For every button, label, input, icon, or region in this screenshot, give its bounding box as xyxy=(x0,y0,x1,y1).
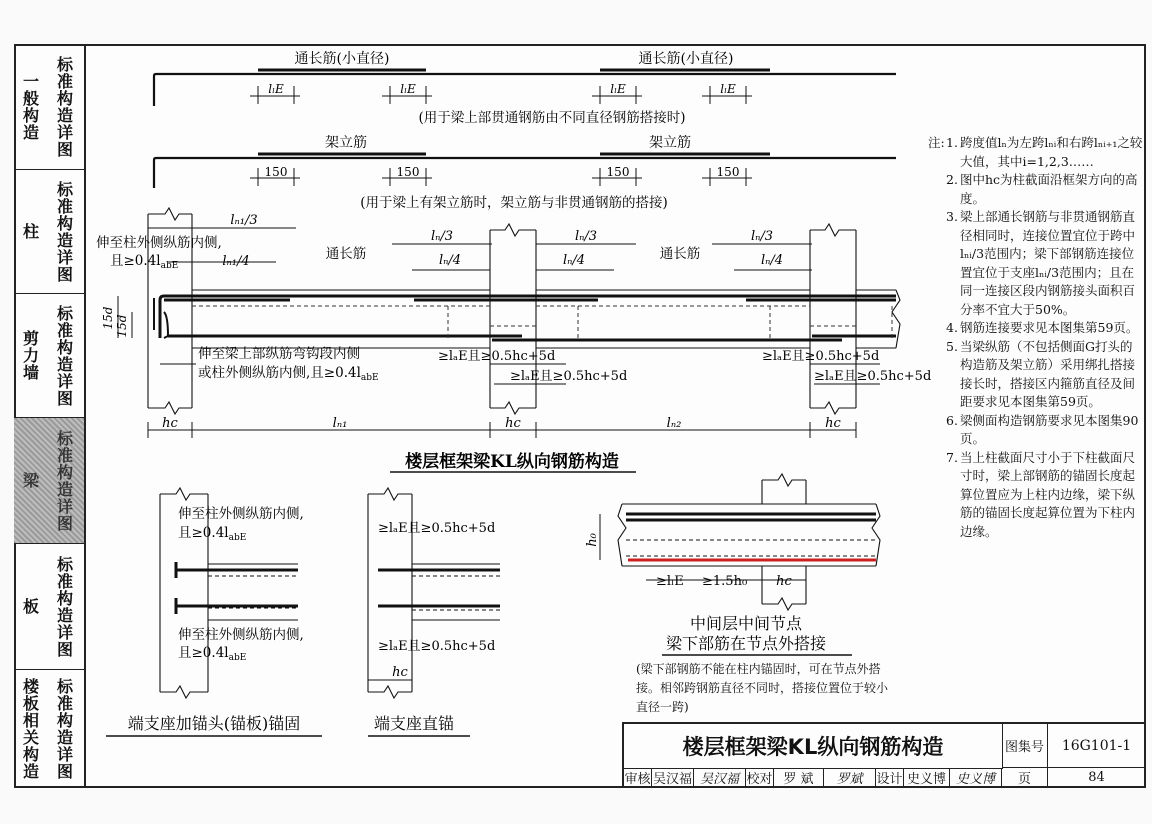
sheji-signature: 史义博 xyxy=(950,768,1002,788)
anchor-2a: 伸至梁上部纵筋弯钩段内侧 xyxy=(198,346,360,362)
jiaodui-signature: 罗斌 xyxy=(824,768,876,788)
ln-3: lₙ/3 xyxy=(750,229,774,244)
ln-4: lₙ/4 xyxy=(562,253,586,268)
mid-title-1: 中间层中间节点 xyxy=(689,614,803,633)
end1-title: 端支座加锚头(锚板)锚固 xyxy=(127,714,301,733)
note-text: 梁侧面构造钢筋要求见本图集90页。 xyxy=(960,412,1139,446)
lae-eq-2: ≥lₐE且≥0.5hc+5d xyxy=(510,369,628,384)
sheji-name: 史义博 xyxy=(904,768,950,788)
anchor-2b: 或柱外侧纵筋内侧,且$\ge 0.4l_{abE}$ xyxy=(198,365,379,383)
sidebar-section-subtitle: 标 准 构 造 详 图 xyxy=(56,179,73,284)
note-item xyxy=(946,338,1144,412)
sidebar-section-category: 柱 xyxy=(22,222,39,241)
d150-dim: 150 xyxy=(716,165,740,179)
ln-4: lₙ/4 xyxy=(438,253,462,268)
note-item xyxy=(946,412,1144,449)
note-number: 4. xyxy=(946,320,958,335)
page-number: 84 xyxy=(1048,768,1146,788)
ln-4: lₙ/4 xyxy=(760,253,784,268)
sidebar-section-category: 梁 xyxy=(22,471,39,490)
notes-title: 注: xyxy=(928,135,945,150)
end2-hc: hc xyxy=(392,665,408,680)
ln-3: lₙ/3 xyxy=(430,229,454,244)
anchor-1b: 且$\ge 0.4l_{abE}$ xyxy=(110,253,179,271)
end2-lae-2: ≥lₐE且≥0.5hc+5d xyxy=(378,639,496,654)
d15-dim: 15d xyxy=(101,306,115,330)
hc-dim: hc xyxy=(825,416,841,431)
mid-lle: ≥lₗE xyxy=(656,574,684,589)
note-text: 跨度值lₙ为左跨lₙᵢ和右跨lₙᵢ₊₁之较大值，其中i=1,2,3…… xyxy=(960,135,1143,169)
note-number: 7. xyxy=(946,449,958,465)
notes-panel xyxy=(928,134,1144,541)
mid-hc: hc xyxy=(776,574,792,589)
sidebar-section-category: 一 般 构 造 xyxy=(22,71,39,142)
shenhe-name: 吴汉福 xyxy=(652,768,694,788)
ln1-3: lₙ₁/3 xyxy=(230,213,258,228)
sidebar-section-subtitle: 标 准 构 造 详 图 xyxy=(56,428,73,533)
anchor-1a: 伸至柱外侧纵筋内侧, xyxy=(96,235,222,251)
end1-b: 且$\ge 0.4l_{abE}$ xyxy=(178,525,247,543)
page-label: 页 xyxy=(1002,768,1048,788)
lle-dim: lₗE xyxy=(720,82,736,96)
note-number: 3. xyxy=(946,209,958,224)
ln1-4: lₙ₁/4 xyxy=(222,254,250,269)
lap-diagram-1 xyxy=(154,70,896,106)
ln2-dim: lₙ₂ xyxy=(666,416,682,431)
main-title: 楼层框架梁KL纵向钢筋构造 xyxy=(405,452,619,472)
mid-note: (梁下部钢筋不能在柱内锚固时，可在节点外搭接。相邻跨钢筋直径不同时，搭接位置位于较小直径一跨) xyxy=(636,662,889,714)
note-number: 2. xyxy=(946,172,958,187)
lle-dim: lₗE xyxy=(610,82,626,96)
note-item xyxy=(946,208,1144,319)
d150-dim: 150 xyxy=(396,165,420,179)
note-1: (用于梁上部贯通钢筋由不同直径钢筋搭接时) xyxy=(418,110,686,126)
atlas-label: 图集号 xyxy=(1002,724,1048,768)
shenhe-label: 审核 xyxy=(624,768,652,788)
sidebar-section-subtitle: 标 准 构 造 详 图 xyxy=(56,54,73,159)
kl-beam-diagram xyxy=(118,208,900,438)
hc-dim: hc xyxy=(505,416,521,431)
note-text: 当上柱截面尺寸小于下柱截面尺寸时，梁上部钢筋的锚固长度起算位置应为上柱内边缘，梁下纵筋的锚固长度起算位置为下柱内边缘。 xyxy=(960,449,1136,539)
note-2: (用于梁上有架立筋时，架立筋与非贯通钢筋的搭接) xyxy=(360,195,668,211)
note-item xyxy=(946,171,1144,208)
note-item xyxy=(946,319,1144,338)
end2-title: 端支座直锚 xyxy=(373,714,455,733)
end-support-straight-diagram xyxy=(368,488,500,698)
top-label-1: 通长筋(小直径) xyxy=(294,51,390,67)
mid-title-2: 梁下部筋在节点外搭接 xyxy=(665,634,827,653)
sidebar-section-subtitle: 标 准 构 造 详 图 xyxy=(56,303,73,408)
title-block xyxy=(622,722,1146,788)
lae-eq-3: ≥lₐE且≥0.5hc+5d xyxy=(762,349,880,364)
d15-dim: 15d xyxy=(115,314,129,338)
sidebar-section-subtitle: 标 准 构 造 详 图 xyxy=(56,554,73,659)
note-item xyxy=(946,134,1144,171)
mid-h015: ≥1.5h₀ xyxy=(702,574,748,589)
jiaodui-label: 校对 xyxy=(746,768,774,788)
tongchang-label-2: 通长筋 xyxy=(659,246,701,262)
note-text: 图中hc为柱截面沿框架方向的高度。 xyxy=(960,172,1138,206)
sidebar-section-category: 剪 力 墙 xyxy=(22,329,39,382)
jl-label-1: 架立筋 xyxy=(325,135,367,151)
hc-dim: hc xyxy=(162,416,178,431)
d150-dim: 150 xyxy=(606,165,630,179)
sheji-label: 设计 xyxy=(876,768,904,788)
jiaodui-name: 罗 斌 xyxy=(774,768,824,788)
note-item xyxy=(946,449,1144,542)
top-label-2: 通长筋(小直径) xyxy=(638,51,734,67)
h0-dim: h₀ xyxy=(585,533,600,547)
title-block-title: 楼层框架梁KL纵向钢筋构造 xyxy=(624,724,1003,769)
lae-eq-1: ≥lₐE且≥0.5hc+5d xyxy=(438,349,556,364)
end1-c: 伸至柱外侧纵筋内侧, xyxy=(178,627,304,643)
atlas-number: 16G101-1 xyxy=(1048,724,1146,768)
end2-lae-1: ≥lₐE且≥0.5hc+5d xyxy=(378,521,496,536)
end1-d: 且$\ge 0.4l_{abE}$ xyxy=(178,645,247,663)
tongchang-label-1: 通长筋 xyxy=(325,246,367,262)
note-number: 5. xyxy=(946,338,958,354)
sidebar-section-category: 板 xyxy=(22,597,39,616)
notes-list xyxy=(928,134,1144,541)
sidebar-section-subtitle: 标 准 构 造 详 图 xyxy=(56,676,73,781)
sidebar-section-category: 楼 板 相 关 构 造 xyxy=(22,676,39,781)
lle-dim: lₗE xyxy=(400,82,416,96)
shenhe-signature: 吴汉福 xyxy=(694,768,746,788)
middle-joint-diagram xyxy=(600,474,880,610)
note-number: 1. xyxy=(946,135,958,150)
lae-eq-4: ≥lₐE且≥0.5hc+5d xyxy=(814,369,932,384)
note-text: 梁上部通长钢筋与非贯通钢筋直径相同时，连接位置宜位于跨中lₙᵢ/3范围内；梁下部钢筋连接位置宜位于支座lₙᵢ/3范围内；且在同一连接区段内钢筋接头面积百分率不宜大于50%。 xyxy=(960,209,1136,317)
note-text: 钢筋连接要求见本图集第59页。 xyxy=(960,320,1139,335)
note-text: 当梁纵筋（不包括侧面G打头的构造筋及架立筋）采用绑扎搭接接长时，搭接区内箍筋直径及间距要求见本图集第59页。 xyxy=(960,338,1136,409)
d150-dim: 150 xyxy=(264,165,288,179)
jl-label-2: 架立筋 xyxy=(649,135,691,151)
end1-a: 伸至柱外侧纵筋内侧, xyxy=(178,506,304,522)
ln1-dim: lₙ₁ xyxy=(332,416,348,431)
note-number: 6. xyxy=(946,412,958,428)
lle-dim: lₗE xyxy=(268,82,284,96)
ln-3: lₙ/3 xyxy=(574,229,598,244)
